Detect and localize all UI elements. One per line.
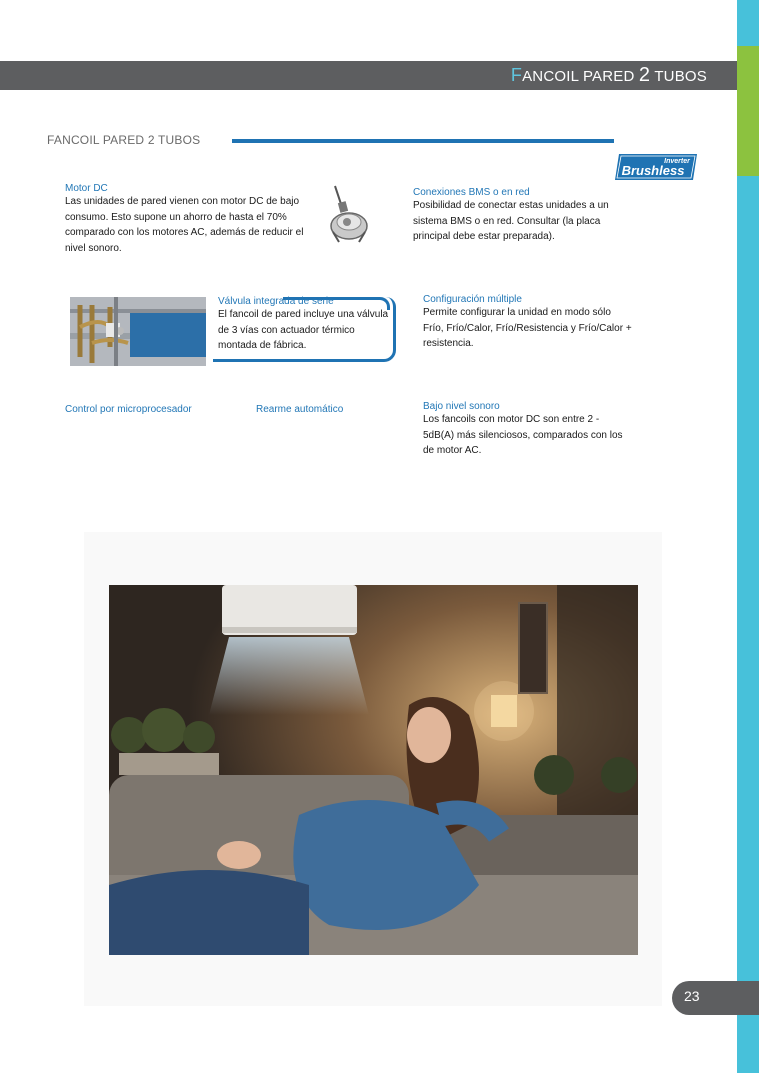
feature-motor-dc bbox=[65, 183, 320, 256]
feature-body: Las unidades de pared vienen con motor DC de bajo consumo. Esto supone un ahorro de hasta el 70% comparado con los motores AC, además de reducir el nivel sonoro. bbox=[65, 196, 304, 254]
feature-title: Válvula integrada de serie bbox=[218, 296, 334, 307]
section-rule bbox=[232, 139, 614, 143]
dc-motor-image bbox=[325, 184, 373, 246]
logo-line1: Inverter bbox=[664, 158, 690, 165]
page-number: 23 bbox=[684, 988, 700, 1004]
feature-title: Configuración múltiple bbox=[423, 294, 522, 305]
feature-control-title: Control por microprocesador bbox=[65, 404, 192, 415]
feature-body: Posibilidad de conectar estas unidades a un sistema BMS o en red. Consultar (la placa principal debe estar preparada). bbox=[413, 200, 609, 242]
header-title-initial: F bbox=[510, 65, 523, 85]
header-title-part2: TUBOS bbox=[650, 68, 707, 85]
brushless-inverter-logo bbox=[615, 154, 697, 180]
side-strip-top bbox=[737, 0, 759, 46]
feature-reset-title: Rearme automático bbox=[256, 404, 344, 415]
feature-bms bbox=[413, 187, 613, 245]
feature-title: Bajo nivel sonoro bbox=[423, 401, 500, 412]
woman-relaxing-photo bbox=[109, 585, 638, 955]
feature-body: El fancoil de pared incluye una válvula de 3 vías con actuador térmico montada de fábrica. bbox=[218, 309, 389, 351]
feature-title: Motor DC bbox=[65, 183, 108, 194]
side-strip-green bbox=[737, 46, 759, 176]
header-title-number: 2 bbox=[638, 64, 651, 86]
feature-body: Permite configurar la unidad en modo sólo Frío, Frío/Calor, Frío/Resistencia y Frío/Calor + resistencia. bbox=[423, 307, 632, 349]
header-title bbox=[511, 64, 707, 87]
feature-valve bbox=[218, 296, 396, 354]
feature-body: Los fancoils con motor DC son entre 2 - 5dB(A) más silenciosos, comparados con los de motor AC. bbox=[423, 414, 623, 456]
header-title-part1: ANCOIL PARED bbox=[522, 68, 639, 85]
logo-line2: Brushless bbox=[621, 163, 685, 178]
feature-noise bbox=[423, 401, 628, 459]
side-strip-bottom bbox=[737, 176, 759, 1073]
feature-title: Conexiones BMS o en red bbox=[413, 187, 530, 198]
feature-config bbox=[423, 294, 633, 352]
section-title: FANCOIL PARED 2 TUBOS bbox=[47, 133, 201, 147]
valve-image bbox=[70, 297, 206, 366]
